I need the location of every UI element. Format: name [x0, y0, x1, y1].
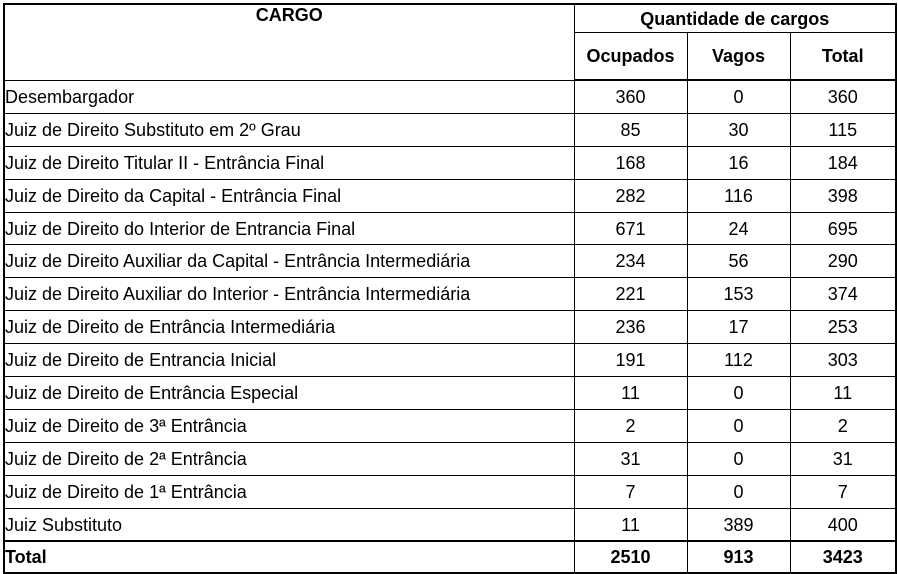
- total-row: [4, 541, 896, 573]
- cell-total: 303: [790, 344, 896, 377]
- cell-total: 7: [790, 475, 896, 508]
- table-row: [4, 113, 896, 146]
- cell-ocupados: 31: [574, 442, 687, 475]
- cell-cargo: Juiz de Direito de Entrancia Inicial: [4, 344, 574, 377]
- table-row: [4, 80, 896, 113]
- cell-cargo: Juiz de Direito Titular II - Entrância Final: [4, 146, 574, 179]
- cargos-table: [3, 3, 897, 574]
- cell-ocupados: 221: [574, 278, 687, 311]
- header-vagos: Vagos: [687, 33, 790, 81]
- cell-ocupados: 282: [574, 179, 687, 212]
- cell-ocupados: 360: [574, 80, 687, 113]
- total-ocupados: 2510: [574, 541, 687, 573]
- cell-vagos: 16: [687, 146, 790, 179]
- total-vagos: 913: [687, 541, 790, 573]
- cell-total: 695: [790, 212, 896, 245]
- header-cargo: CARGO: [4, 4, 574, 80]
- cell-vagos: 0: [687, 409, 790, 442]
- total-label: Total: [4, 541, 574, 573]
- cell-ocupados: 7: [574, 475, 687, 508]
- cell-vagos: 0: [687, 377, 790, 410]
- table-row: [4, 179, 896, 212]
- table-row: [4, 475, 896, 508]
- cell-ocupados: 236: [574, 311, 687, 344]
- cell-vagos: 0: [687, 80, 790, 113]
- cell-total: 11: [790, 377, 896, 410]
- cell-total: 253: [790, 311, 896, 344]
- table-row: [4, 344, 896, 377]
- cell-total: 184: [790, 146, 896, 179]
- cell-cargo: Juiz de Direito de Entrância Intermediária: [4, 311, 574, 344]
- header-total: Total: [790, 33, 896, 81]
- cell-cargo: Juiz de Direito de 2ª Entrância: [4, 442, 574, 475]
- cell-ocupados: 11: [574, 508, 687, 541]
- header-ocupados: Ocupados: [574, 33, 687, 81]
- cell-ocupados: 191: [574, 344, 687, 377]
- cell-vagos: 116: [687, 179, 790, 212]
- table-row: [4, 212, 896, 245]
- table-header: [4, 4, 896, 80]
- table-row: [4, 278, 896, 311]
- table-row: [4, 245, 896, 278]
- cell-ocupados: 671: [574, 212, 687, 245]
- table-row: [4, 442, 896, 475]
- cell-ocupados: 85: [574, 113, 687, 146]
- cell-vagos: 24: [687, 212, 790, 245]
- header-quantidade-de-cargos: Quantidade de cargos: [574, 4, 896, 33]
- cell-total: 360: [790, 80, 896, 113]
- cell-cargo: Juiz de Direito de 1ª Entrância: [4, 475, 574, 508]
- cell-cargo: Juiz de Direito Auxiliar da Capital - Entrância Intermediária: [4, 245, 574, 278]
- table-row: [4, 377, 896, 410]
- cell-vagos: 389: [687, 508, 790, 541]
- cell-cargo: Juiz de Direito Auxiliar do Interior - Entrância Intermediária: [4, 278, 574, 311]
- cell-vagos: 112: [687, 344, 790, 377]
- cell-ocupados: 11: [574, 377, 687, 410]
- cell-vagos: 153: [687, 278, 790, 311]
- cell-cargo: Juiz de Direito da Capital - Entrância Final: [4, 179, 574, 212]
- total-total: 3423: [790, 541, 896, 573]
- cell-ocupados: 2: [574, 409, 687, 442]
- cell-vagos: 56: [687, 245, 790, 278]
- cell-ocupados: 168: [574, 146, 687, 179]
- cell-total: 400: [790, 508, 896, 541]
- cell-cargo: Desembargador: [4, 80, 574, 113]
- cell-total: 398: [790, 179, 896, 212]
- table-body: [4, 80, 896, 573]
- cell-vagos: 0: [687, 442, 790, 475]
- table-row: [4, 311, 896, 344]
- cell-ocupados: 234: [574, 245, 687, 278]
- cell-cargo: Juiz de Direito Substituto em 2º Grau: [4, 113, 574, 146]
- cell-vagos: 17: [687, 311, 790, 344]
- table-row: [4, 409, 896, 442]
- cell-total: 374: [790, 278, 896, 311]
- cell-vagos: 0: [687, 475, 790, 508]
- table-row: [4, 146, 896, 179]
- cell-total: 31: [790, 442, 896, 475]
- cell-cargo: Juiz de Direito do Interior de Entrancia Final: [4, 212, 574, 245]
- cell-cargo: Juiz Substituto: [4, 508, 574, 541]
- cell-cargo: Juiz de Direito de 3ª Entrância: [4, 409, 574, 442]
- cell-total: 290: [790, 245, 896, 278]
- cell-total: 2: [790, 409, 896, 442]
- table-row: [4, 508, 896, 541]
- cell-total: 115: [790, 113, 896, 146]
- cell-vagos: 30: [687, 113, 790, 146]
- cell-cargo: Juiz de Direito de Entrância Especial: [4, 377, 574, 410]
